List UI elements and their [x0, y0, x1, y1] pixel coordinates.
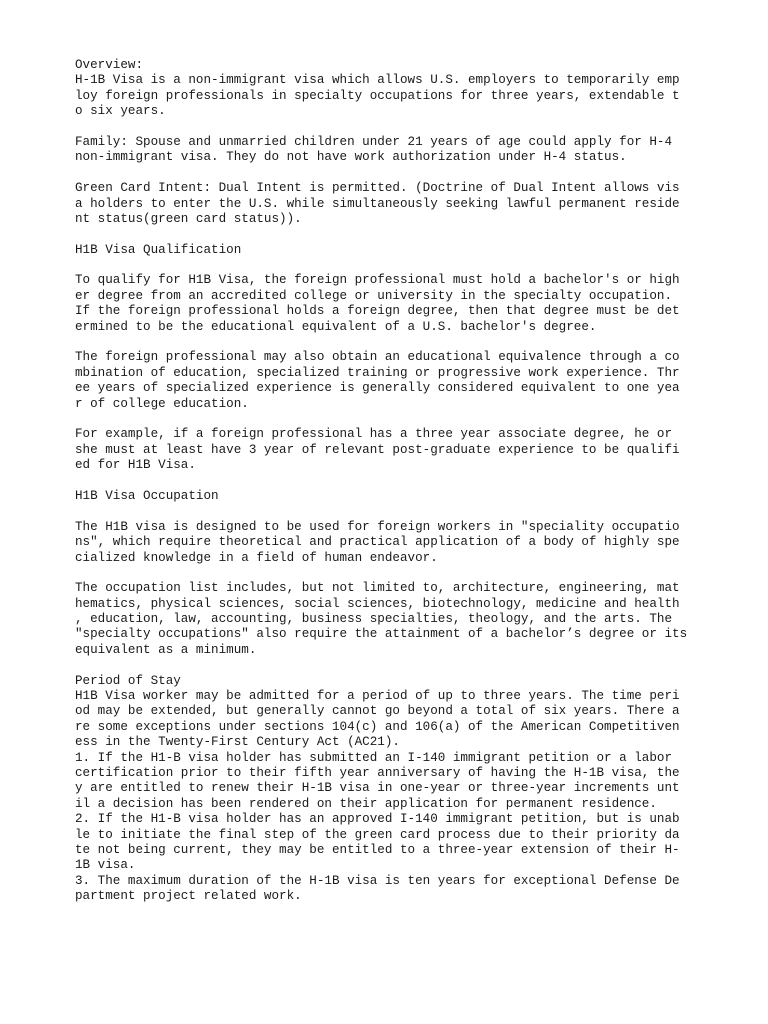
paragraph-spacer: [75, 335, 715, 350]
text-line: te not being current, they may be entitled to a three-year extension of their H-: [75, 842, 680, 857]
text-line: cialized knowledge in a field of human endeavor.: [75, 550, 438, 565]
qualification-paragraph-2: [75, 350, 715, 412]
section-heading: H1B Visa Occupation: [75, 488, 219, 503]
text-line: The occupation list includes, but not limited to, architecture, engineering, mat: [75, 581, 680, 596]
text-line: Green Card Intent: Dual Intent is permitted. (Doctrine of Dual Intent allows vis: [75, 181, 680, 196]
paragraph-spacer: [75, 504, 715, 519]
text-line: To qualify for H1B Visa, the foreign professional must hold a bachelor's or high: [75, 273, 680, 288]
text-line: il a decision has been rendered on their application for permanent residence.: [75, 796, 657, 811]
text-line: re some exceptions under sections 104(c) and 106(a) of the American Competitiven: [75, 719, 680, 734]
qualification-heading: [75, 243, 715, 258]
text-line: 1B visa.: [75, 858, 136, 873]
text-line: nt status(green card status)).: [75, 211, 302, 226]
text-line: le to initiate the final step of the green card process due to their priority da: [75, 827, 680, 842]
text-line: For example, if a foreign professional has a three year associate degree, he or: [75, 427, 673, 442]
qualification-example-paragraph: [75, 427, 715, 473]
paragraph-spacer: [75, 258, 715, 273]
text-line: ed for H1B Visa.: [75, 458, 196, 473]
paragraph-spacer: [75, 474, 715, 489]
occupation-paragraph-1: [75, 520, 715, 566]
text-line: non-immigrant visa. They do not have work authorization under H-4 status.: [75, 150, 627, 165]
text-line: H1B Visa worker may be admitted for a period of up to three years. The time peri: [75, 689, 680, 704]
green-card-intent-paragraph: [75, 181, 715, 227]
text-line: The foreign professional may also obtain an educational equivalence through a co: [75, 350, 680, 365]
text-line: she must at least have 3 year of relevant post-graduate experience to be qualifi: [75, 442, 680, 457]
text-line: ns", which require theoretical and practical application of a body of highly spe: [75, 535, 680, 550]
text-line: 1. If the H1-B visa holder has submitted an I-140 immigrant petition or a labor: [75, 750, 673, 765]
text-line: If the foreign professional holds a foreign degree, then that degree must be det: [75, 304, 680, 319]
paragraph-spacer: [75, 412, 715, 427]
text-line: a holders to enter the U.S. while simultaneously seeking lawful permanent reside: [75, 196, 680, 211]
text-line: equivalent as a minimum.: [75, 642, 257, 657]
occupation-heading: [75, 489, 715, 504]
text-line: ermined to be the educational equivalent of a U.S. bachelor's degree.: [75, 319, 597, 334]
section-heading: H1B Visa Qualification: [75, 242, 242, 257]
paragraph-spacer: [75, 566, 715, 581]
text-line: "specialty occupations" also require the attainment of a bachelor’s degree or its: [75, 627, 688, 642]
text-line: mbination of education, specialized training or progressive work experience. Thr: [75, 365, 680, 380]
qualification-paragraph-1: [75, 273, 715, 335]
occupation-paragraph-2: [75, 581, 715, 658]
text-line: od may be extended, but generally cannot go beyond a total of six years. There a: [75, 704, 680, 719]
text-line: The H1B visa is designed to be used for foreign workers in "speciality occupatio: [75, 519, 680, 534]
text-line: 3. The maximum duration of the H-1B visa is ten years for exceptional Defense De: [75, 873, 680, 888]
section-heading: Period of Stay: [75, 673, 181, 688]
paragraph-spacer: [75, 227, 715, 242]
overview-paragraph: [75, 58, 715, 120]
text-line: certification prior to their fifth year anniversary of having the H-1B visa, the: [75, 765, 680, 780]
text-line: loy foreign professionals in specialty occupations for three years, extendable t: [75, 88, 680, 103]
text-line: 2. If the H1-B visa holder has an approved I-140 immigrant petition, but is unab: [75, 812, 680, 827]
text-line: Overview:: [75, 58, 144, 72]
family-paragraph: [75, 135, 715, 166]
text-line: hematics, physical sciences, social sciences, biotechnology, medicine and health: [75, 596, 680, 611]
text-line: r of college education.: [75, 396, 249, 411]
paragraph-spacer: [75, 658, 715, 673]
period-of-stay-section: [75, 674, 715, 905]
text-line: Family: Spouse and unmarried children under 21 years of age could apply for H-4: [75, 134, 673, 149]
text-line: H-1B Visa is a non-immigrant visa which allows U.S. employers to temporarily emp: [75, 73, 680, 88]
paragraph-spacer: [75, 166, 715, 181]
text-line: , education, law, accounting, business specialties, theology, and the arts. The: [75, 612, 673, 627]
text-line: er degree from an accredited college or university in the specialty occupation.: [75, 288, 673, 303]
text-line: ess in the Twenty-First Century Act (AC21).: [75, 735, 400, 750]
text-line: o six years.: [75, 104, 166, 119]
paragraph-spacer: [75, 120, 715, 135]
text-line: ee years of specialized experience is generally considered equivalent to one yea: [75, 381, 680, 396]
document-page: [75, 58, 715, 904]
text-line: partment project related work.: [75, 889, 302, 904]
text-line: y are entitled to renew their H-1B visa in one-year or three-year increments unt: [75, 781, 680, 796]
